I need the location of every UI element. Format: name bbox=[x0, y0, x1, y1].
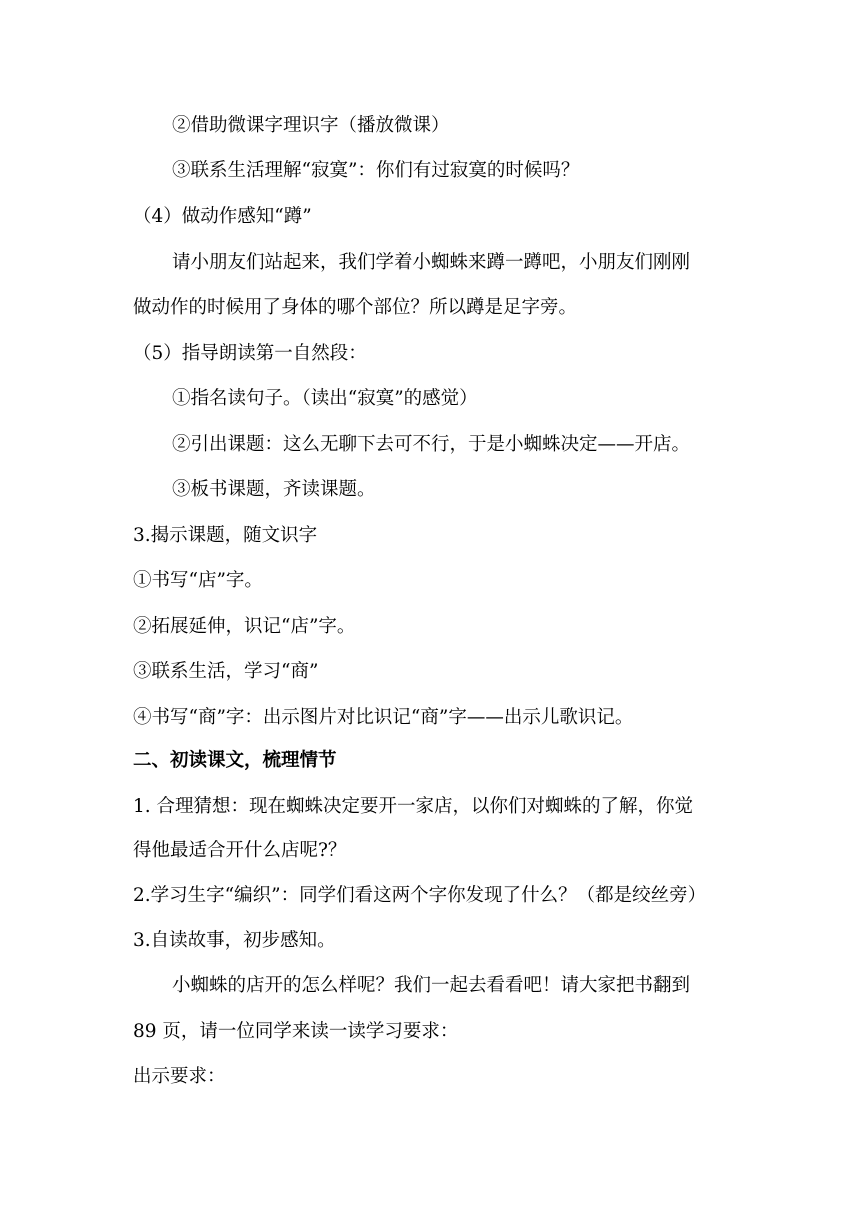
text-line: ①书写“店”字。 bbox=[133, 570, 263, 591]
text-line: 请小朋友们站起来，我们学着小蜘蛛来蹲一蹲吧，小朋友们刚刚 bbox=[172, 252, 691, 273]
text-line: ①指名读句子。（读出“寂寞”的感觉） bbox=[172, 388, 478, 409]
text-line: ③联系生活，学习“商” bbox=[133, 661, 319, 682]
subheading: 3.揭示课题，随文识字 bbox=[133, 525, 318, 546]
section-heading: 二、初读课文，梳理情节 bbox=[133, 750, 337, 771]
text-line: ②拓展延伸，识记“店”字。 bbox=[133, 616, 356, 637]
text-line: ②引出课题：这么无聊下去可不行，于是小蜘蛛决定——开店。 bbox=[172, 434, 691, 455]
subheading: （4）做动作感知“蹲” bbox=[133, 206, 312, 227]
subheading: （5）指导朗读第一自然段： bbox=[133, 343, 367, 364]
text-line: 89 页，请一位同学来读一读学习要求： bbox=[133, 1021, 459, 1042]
text-line: ③板书课题，齐读课题。 bbox=[172, 479, 376, 500]
text-line: 做动作的时候用了身体的哪个部位？所以蹲是足字旁。 bbox=[133, 297, 578, 318]
text-line: 小蜘蛛的店开的怎么样呢？我们一起去看看吧！请大家把书翻到 bbox=[172, 975, 691, 996]
text-line: 2.学习生字“编织”：同学们看这两个字你发现了什么？（都是绞丝旁） bbox=[133, 885, 707, 906]
text-line: 1. 合理猜想：现在蜘蛛决定要开一家店，以你们对蜘蛛的了解，你觉 bbox=[133, 796, 694, 817]
text-line: 3.自读故事，初步感知。 bbox=[133, 930, 336, 951]
text-line: ③联系生活理解“寂寞”：你们有过寂寞的时候吗？ bbox=[172, 160, 580, 181]
text-line: ④书写“商”字：出示图片对比识记“商”字——出示儿歌识记。 bbox=[133, 707, 634, 728]
text-line: 得他最适合开什么店呢?？ bbox=[133, 840, 347, 861]
text-line: 出示要求： bbox=[133, 1066, 226, 1087]
text-line: ②借助微课字理识字（播放微课） bbox=[172, 115, 450, 136]
